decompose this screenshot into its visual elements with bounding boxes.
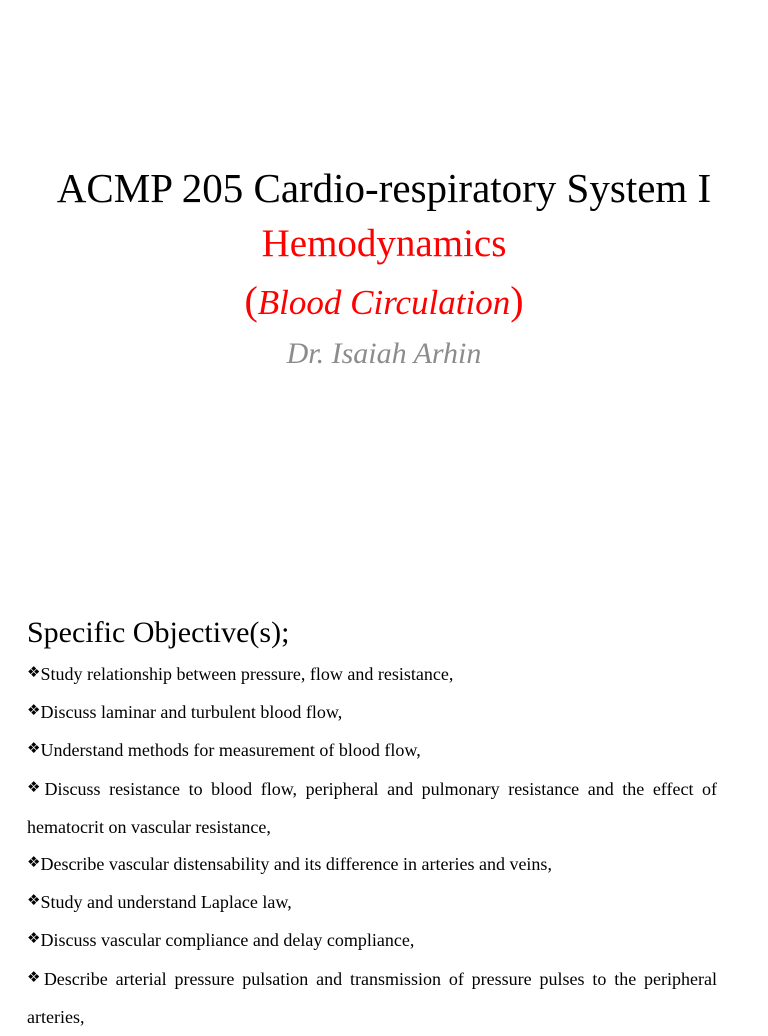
objective-item [27,771,717,846]
diamond-bullet-icon: ❖ [27,663,41,681]
objective-item [27,732,717,770]
diamond-bullet-icon: ❖ [27,929,41,948]
title-block [0,160,768,376]
objective-text: Describe vascular distensability and its difference in arteries and veins, [40,854,552,875]
objective-item [27,656,717,694]
author-name: Dr. Isaiah Arhin [286,337,482,370]
objective-item [27,846,717,884]
diamond-bullet-icon: ❖ [27,777,45,796]
objectives-list [27,656,717,1036]
objective-item [27,961,717,1036]
objective-text: Discuss vascular compliance and delay compliance, [40,930,415,951]
diamond-bullet-icon: ❖ [27,891,41,910]
objective-text: Discuss resistance to blood flow, peripheral and pulmonary resistance and the effect of hematocrit on vascular resistance, [27,778,718,837]
objectives-section [27,612,717,1036]
objectives-heading: Specific Objective(s); [27,616,290,649]
diamond-bullet-icon: ❖ [27,967,44,986]
parenthetical-text: Blood Circulation [257,283,511,322]
objective-item [27,884,717,922]
open-paren: ( [244,278,258,323]
objective-text: Describe arterial pressure pulsation and transmission of pressure pulses to the peripheral arteries, [27,968,718,1027]
objective-text: Study relationship between pressure, flow and resistance, [40,664,454,684]
document-title: ACMP 205 Cardio-respiratory System I [56,165,712,211]
objective-text: Study and understand Laplace law, [40,892,292,913]
diamond-bullet-icon: ❖ [27,853,41,872]
document-subtitle: Hemodynamics [261,222,507,265]
objective-text: Understand methods for measurement of blood flow, [40,740,421,761]
diamond-bullet-icon: ❖ [27,701,41,720]
objective-item [27,922,717,960]
objective-item [27,694,717,732]
close-paren: ) [510,278,524,323]
subtitle-parenthetical [0,272,768,332]
objective-text: Discuss laminar and turbulent blood flow, [40,702,343,723]
diamond-bullet-icon: ❖ [27,739,41,758]
